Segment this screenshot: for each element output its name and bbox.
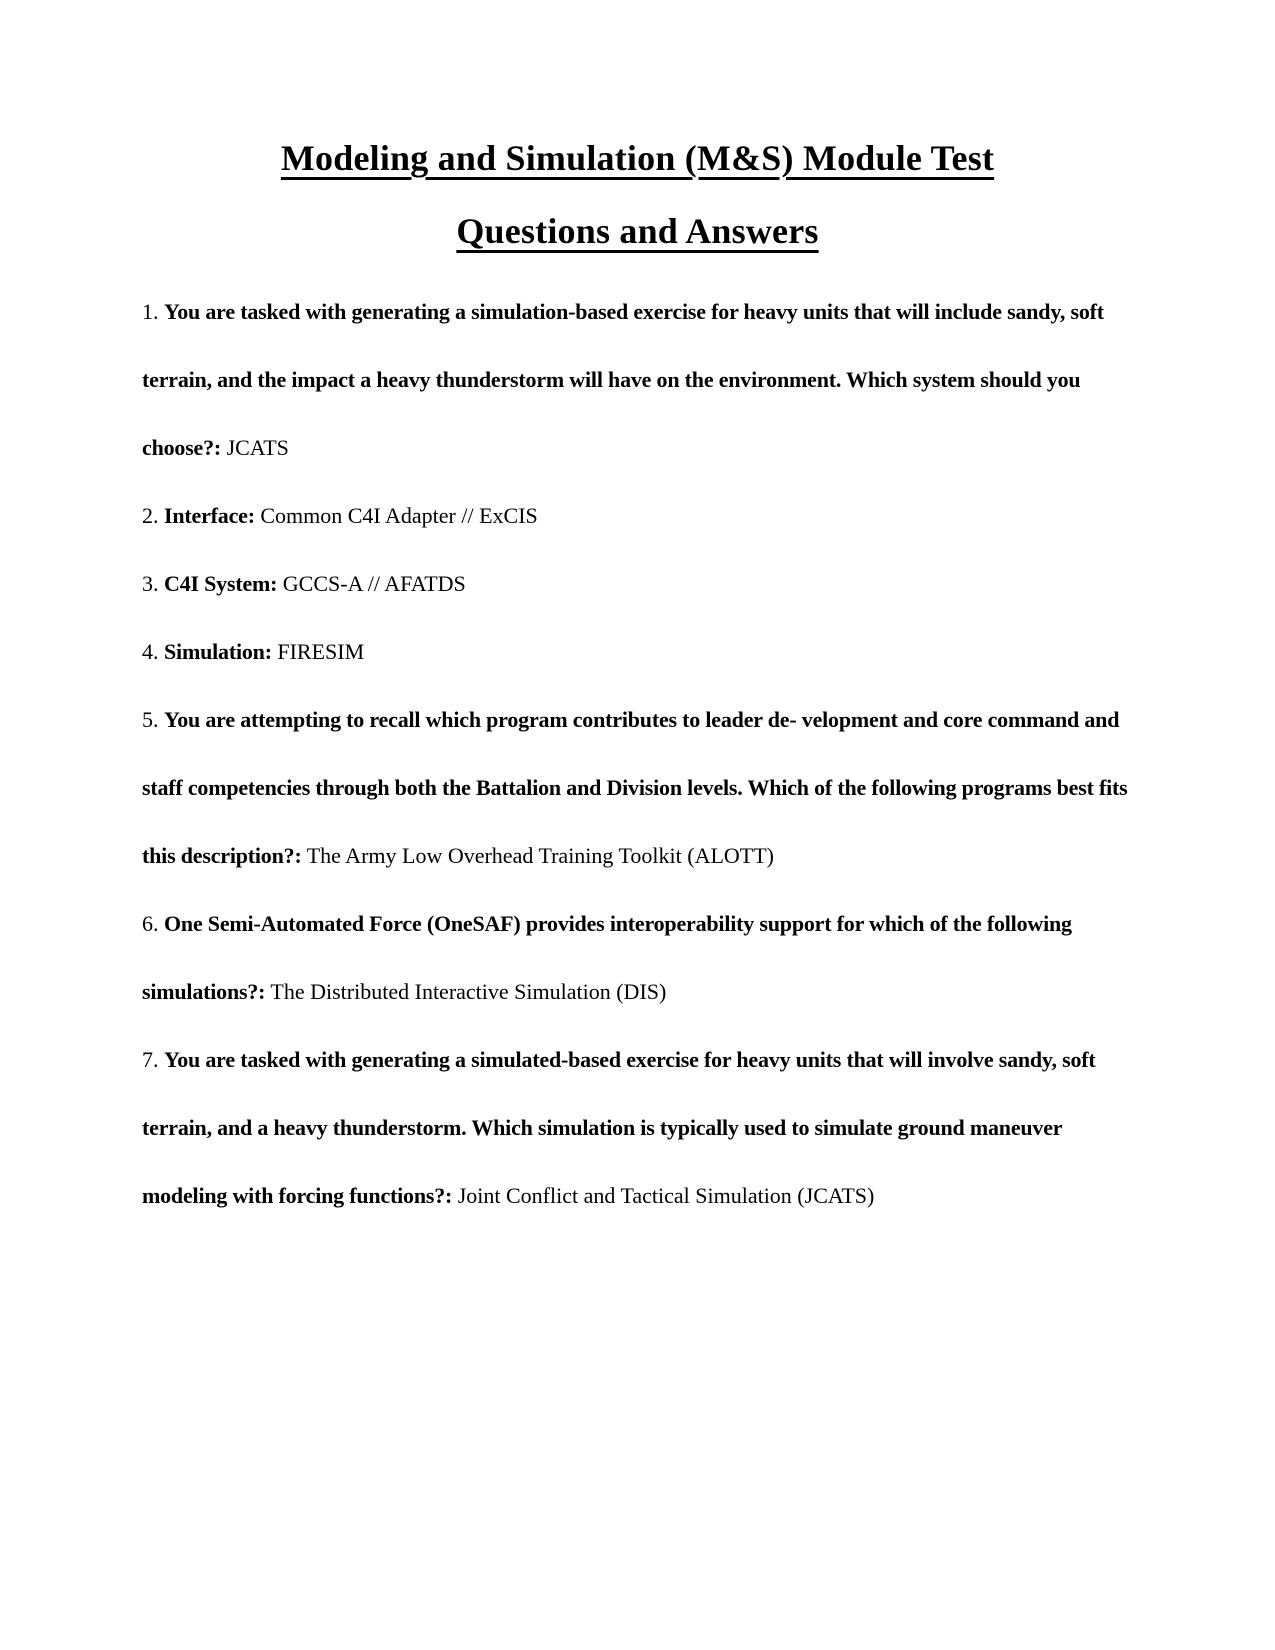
question-item-6 [142,890,1133,1026]
question-text: You are attempting to recall which program contributes to leader de- velopment and core command and staff competencies through both the Battalion and Division levels. Which of the following programs best fits this description?: [142,707,1128,868]
answer-text: The Army Low Overhead Training Toolkit (ALOTT) [306,843,775,868]
question-item-3 [142,550,1133,618]
question-number: 6. [142,911,159,936]
question-text: C4I System: [164,571,278,596]
question-number: 2. [142,503,159,528]
answer-text: GCCS-A // AFATDS [282,571,466,596]
question-item-7 [142,1026,1133,1230]
question-text: You are tasked with generating a simulated-based exercise for heavy units that will involve sandy, soft terrain, and a heavy thunderstorm. Which simulation is typically used to simulate ground maneuver modeling with forcing functions?: [142,1047,1096,1208]
question-number: 5. [142,707,159,732]
question-number: 3. [142,571,159,596]
document-title [142,122,1133,268]
question-item-1 [142,278,1133,482]
answer-text: The Distributed Interactive Simulation (DIS) [270,979,667,1004]
questions-list [142,278,1133,1230]
question-text: One Semi-Automated Force (OneSAF) provides interoperability support for which of the following simulations?: [142,911,1072,1004]
document-title-line-1: Modeling and Simulation (M&S) Module Test [280,138,995,178]
question-text: You are tasked with generating a simulation-based exercise for heavy units that will include sandy, soft terrain, and the impact a heavy thunderstorm will have on the environment. Which system should you choose?: [142,299,1104,460]
question-item-4 [142,618,1133,686]
question-item-5 [142,686,1133,890]
answer-text: Joint Conflict and Tactical Simulation (JCATS) [457,1183,875,1208]
question-text: Interface: [164,503,255,528]
question-number: 7. [142,1047,159,1072]
answer-text: FIRESIM [277,639,365,664]
question-number: 4. [142,639,159,664]
question-number: 1. [142,299,159,324]
answer-text: JCATS [226,435,289,460]
document-title-line-2: Questions and Answers [456,211,819,251]
answer-text: Common C4I Adapter // ExCIS [260,503,538,528]
question-item-2 [142,482,1133,550]
question-text: Simulation: [164,639,272,664]
